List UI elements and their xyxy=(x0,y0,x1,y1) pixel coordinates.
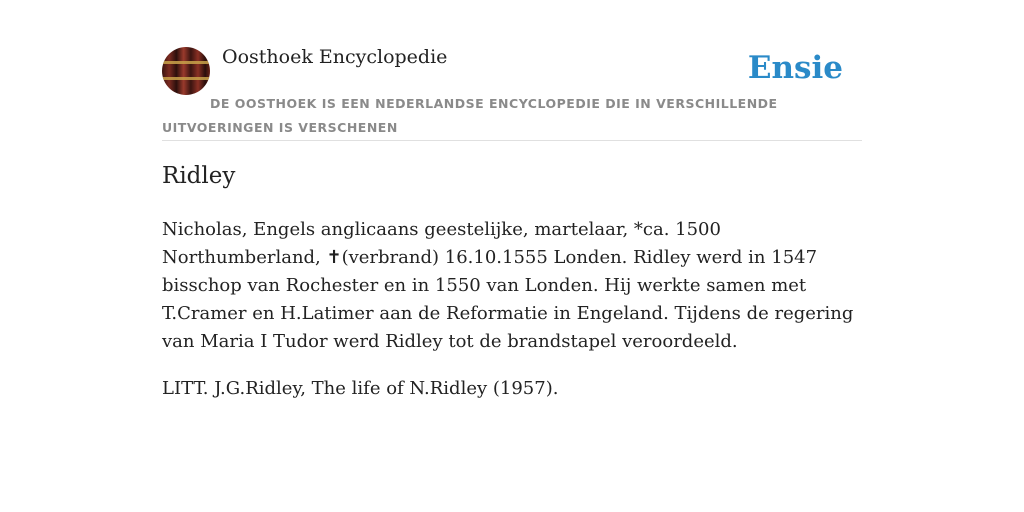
site-tagline: DE OOSTHOEK IS EEN NEDERLANDSE ENCYCLOPEDIE DIE IN VERSCHILLENDE UITVOERINGEN IS VERSCHENEN xyxy=(162,96,778,135)
book-spine-band xyxy=(162,77,210,80)
page-container xyxy=(162,0,862,399)
encyclopedia-books-avatar[interactable] xyxy=(162,47,210,95)
ensie-logo-link[interactable]: Ensie xyxy=(747,50,843,86)
site-header xyxy=(162,0,862,141)
article-body: Nicholas, Engels anglicaans geestelijke, martelaar, *ca. 1500 Northumberland, ✝(verbrand) 16.10.1555 Londen. Ridley werd in 1547 bisschop van Rochester en in 1550 van Londen. Hij werkte samen met T.Cramer en H.Latimer aan de Reformatie in Engeland. Tijdens de regering van Maria I Tudor werd Ridley tot de brandstapel veroordeeld. xyxy=(162,219,854,352)
article-literature: LITT. J.G.Ridley, The life of N.Ridley (1957). xyxy=(162,378,559,399)
site-name-link[interactable]: Oosthoek Encyclopedie xyxy=(222,46,448,68)
article-title: Ridley xyxy=(162,163,236,189)
book-spine-band xyxy=(162,61,210,64)
